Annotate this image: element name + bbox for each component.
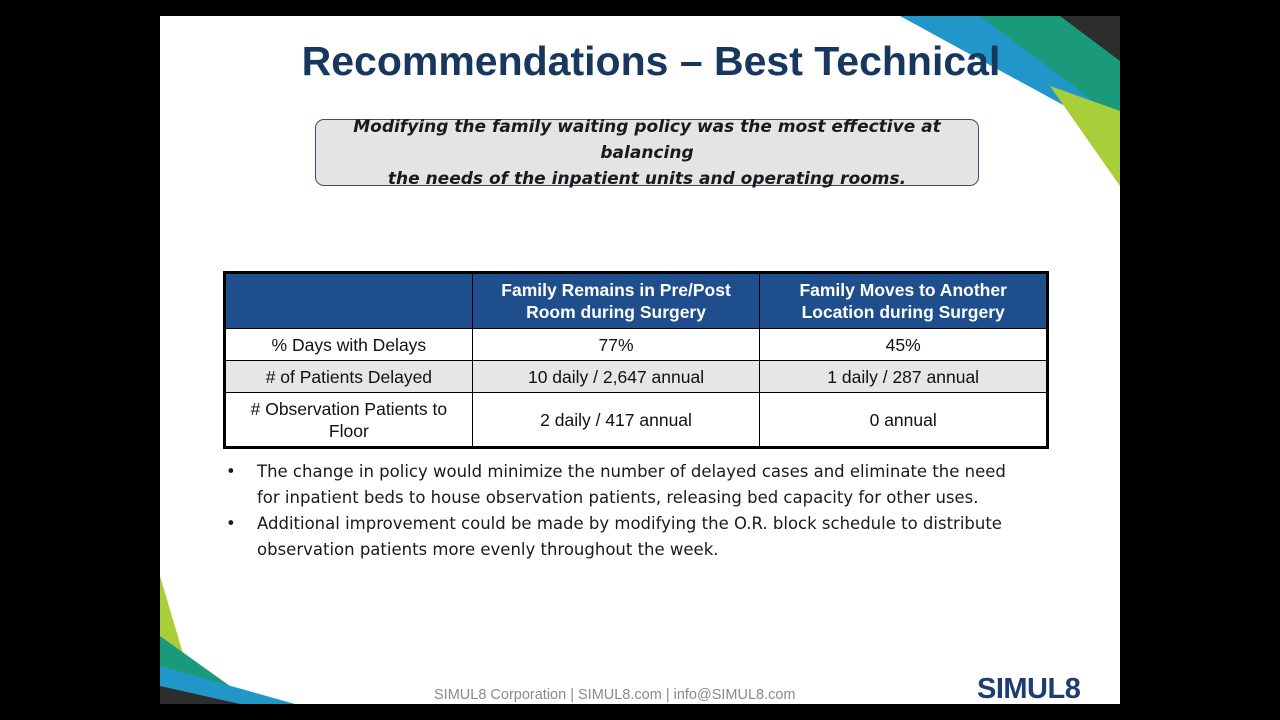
bullet-marker: • xyxy=(226,462,236,481)
footer-contact: SIMUL8 Corporation | SIMUL8.com | info@SIMUL8.com xyxy=(434,687,796,703)
remains-value: 77% xyxy=(472,329,760,361)
remains-value: 2 daily / 417 annual xyxy=(472,393,760,448)
bullet-marker: • xyxy=(226,514,236,533)
moves-value: 0 annual xyxy=(760,393,1048,448)
row-label: % Days with Delays xyxy=(225,329,473,361)
header-family-remains: Family Remains in Pre/Post Room during Surgery xyxy=(472,273,760,329)
callout-line-1: Modifying the family waiting policy was the most effective at balancing xyxy=(353,116,941,163)
slide-title: Recommendations – Best Technical xyxy=(301,38,1001,84)
key-finding-callout xyxy=(315,116,979,189)
table-header-row xyxy=(225,273,1048,329)
comparison-table xyxy=(223,271,1049,449)
callout-line-2: the needs of the inpatient units and operating rooms. xyxy=(387,168,907,189)
findings-list xyxy=(226,459,1056,563)
table-row xyxy=(225,361,1048,393)
decor-bottom-left xyxy=(160,576,300,704)
slide xyxy=(160,16,1120,704)
remains-value: 10 daily / 2,647 annual xyxy=(472,361,760,393)
header-empty-cell xyxy=(225,273,473,329)
list-item: • The change in policy would minimize the number of delayed cases and eliminate the need for inpatient beds to house observation patients, releasing bed capacity for other uses. xyxy=(226,459,1056,511)
moves-value: 45% xyxy=(760,329,1048,361)
row-label: # of Patients Delayed xyxy=(225,361,473,393)
table-row xyxy=(225,393,1048,448)
list-item: • Additional improvement could be made by modifying the O.R. block schedule to distribute observation patients more evenly throughout the week. xyxy=(226,511,1056,563)
header-family-moves: Family Moves to Another Location during Surgery xyxy=(760,273,1048,329)
table-row xyxy=(225,329,1048,361)
row-label: # Observation Patients to Floor xyxy=(225,393,473,448)
moves-value: 1 daily / 287 annual xyxy=(760,361,1048,393)
simul8-logo: SIMUL8 xyxy=(977,673,1081,704)
